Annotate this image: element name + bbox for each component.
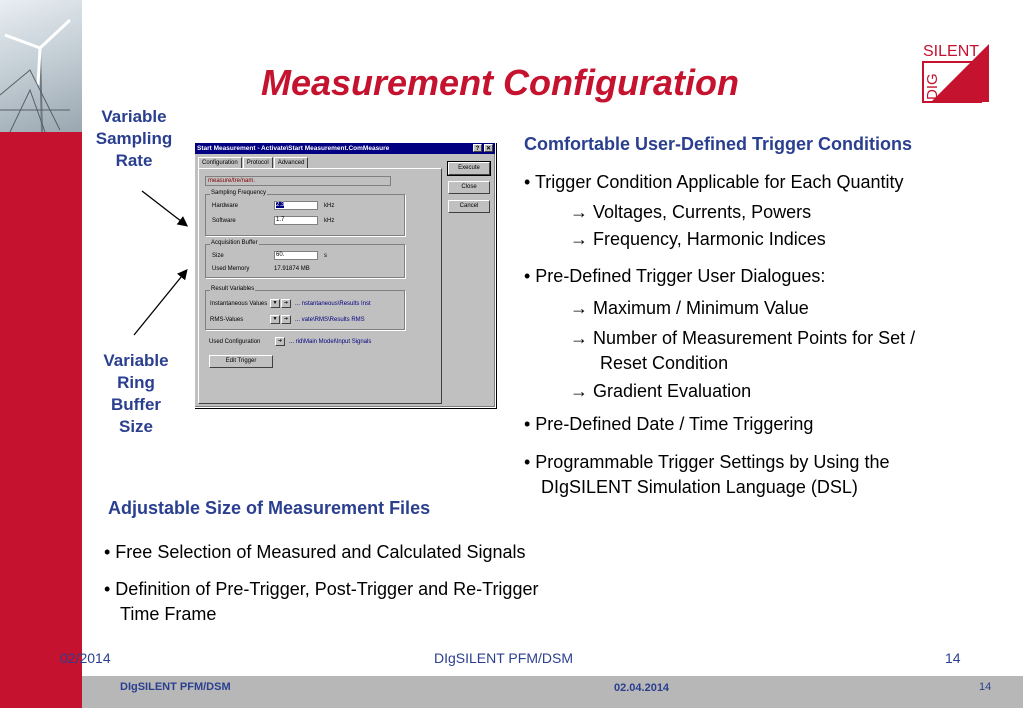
bullet-programmable-cont: DIgSILENT Simulation Language (DSL) [541,477,858,497]
hardware-label: Hardware [212,203,239,209]
instantaneous-results-link[interactable]: ... nstantaneous\Results Inst [295,301,371,307]
close-button[interactable]: Close [448,181,490,194]
sub-number-of-points: → Number of Measurement Points for Set / [570,328,916,348]
used-configuration-label: Used Configuration [209,339,261,345]
svg-text:SILENT: SILENT [923,43,980,60]
bullet-pre-trigger-cont: Time Frame [120,604,217,624]
software-unit: kHz [324,218,335,224]
bullet-programmable: • Programmable Trigger Settings by Using the [524,452,890,472]
help-icon[interactable]: ? [473,144,482,152]
dig-silent-logo [921,40,991,104]
rms-values-label: RMS-Values [210,317,244,323]
label-variable-ring-buffer-size: Variable Ring Buffer Size [103,351,169,436]
tab-protocol[interactable]: Protocol [243,157,273,168]
acquisition-buffer-group: Acquisition Buffer Size 60. s Used Memory 17.91874 MB [205,244,405,278]
used-memory-label: Used Memory [212,266,250,272]
instantaneous-jump-icon[interactable]: ➔ [281,299,291,308]
footer-bar-page: 14 [979,681,992,693]
start-measurement-dialog [194,142,496,408]
bullet-trigger-condition: • Trigger Condition Applicable for Each Quantity [524,172,904,192]
measurement-files-heading: Adjustable Size of Measurement Files [108,498,431,518]
instantaneous-values-label: Instantaneous Values [210,301,268,307]
hardware-input[interactable]: 2.3 [274,201,318,210]
footer-bar-date: 02.04.2014 [614,682,670,694]
execute-button[interactable]: Execute [448,162,490,175]
corner-photo [0,0,82,132]
configuration-jump-icon[interactable]: ➔ [275,337,285,346]
software-label: Software [212,218,236,224]
cancel-button[interactable]: Cancel [448,200,490,213]
instantaneous-dropdown-icon[interactable]: ▼ [270,299,280,308]
bullet-pre-trigger: • Definition of Pre-Trigger, Post-Trigger and Re-Trigger [104,579,539,599]
sampling-frequency-group: Sampling Frequency Hardware 2.3 kHz Software 1.7 kHz [205,194,405,236]
footer-bar-title: DIgSILENT PFM/DSM [120,681,231,693]
result-variables-group: Result Variables Instantaneous Values ▼ ➔ ... nstantaneous\Results Inst RMS-Values ▼ ➔ ... vate\RMS\Results RMS [205,290,405,330]
sub-voltages: → Voltages, Currents, Powers [570,202,812,222]
rms-dropdown-icon[interactable]: ▼ [270,315,280,324]
software-input[interactable]: 1.7 [274,216,318,225]
measurement-path-field[interactable]: measure/tre/nam. [205,176,391,186]
edit-trigger-button[interactable]: Edit Trigger [209,355,273,368]
rms-results-link[interactable]: ... vate\RMS\Results RMS [295,317,365,323]
hardware-unit: kHz [324,203,335,209]
rms-jump-icon[interactable]: ➔ [281,315,291,324]
svg-text:DIG: DIG [924,73,941,100]
sub-reset-condition: Reset Condition [600,353,729,373]
footer-date: 02/2014 [60,650,111,666]
trigger-conditions-heading: Comfortable User-Defined Trigger Conditions [524,134,913,154]
configuration-panel [198,168,442,404]
sub-frequency: → Frequency, Harmonic Indices [570,229,826,249]
size-label: Size [212,253,224,259]
label-variable-sampling-rate: Variable Sampling Rate [95,107,173,170]
footer-center: DIgSILENT PFM/DSM [434,650,573,666]
page-title: Measurement Configuration [260,62,740,103]
used-memory-value: 17.91874 MB [274,266,310,272]
used-configuration-link[interactable]: ... rid\Main Model\Input Signals [289,339,372,345]
sub-gradient: → Gradient Evaluation [570,381,752,401]
dialog-title-bar: Start Measurement - Activate\Start Measurement.ComMeasure ? ✕ [195,143,495,154]
pointer-arrows [120,185,200,345]
close-icon[interactable]: ✕ [485,146,492,152]
tab-advanced[interactable]: Advanced [274,157,309,168]
size-input[interactable]: 60. [274,251,318,260]
tab-configuration[interactable]: Configuration [198,157,242,169]
bullet-predefined-dialogues: • Pre-Defined Trigger User Dialogues: [524,266,826,286]
footer-page: 14 [945,650,961,666]
bullet-free-selection: • Free Selection of Measured and Calculated Signals [104,542,526,562]
sub-maximum-minimum: → Maximum / Minimum Value [570,298,809,318]
size-unit: s [324,253,327,259]
bullet-date-time: • Pre-Defined Date / Time Triggering [524,414,814,434]
